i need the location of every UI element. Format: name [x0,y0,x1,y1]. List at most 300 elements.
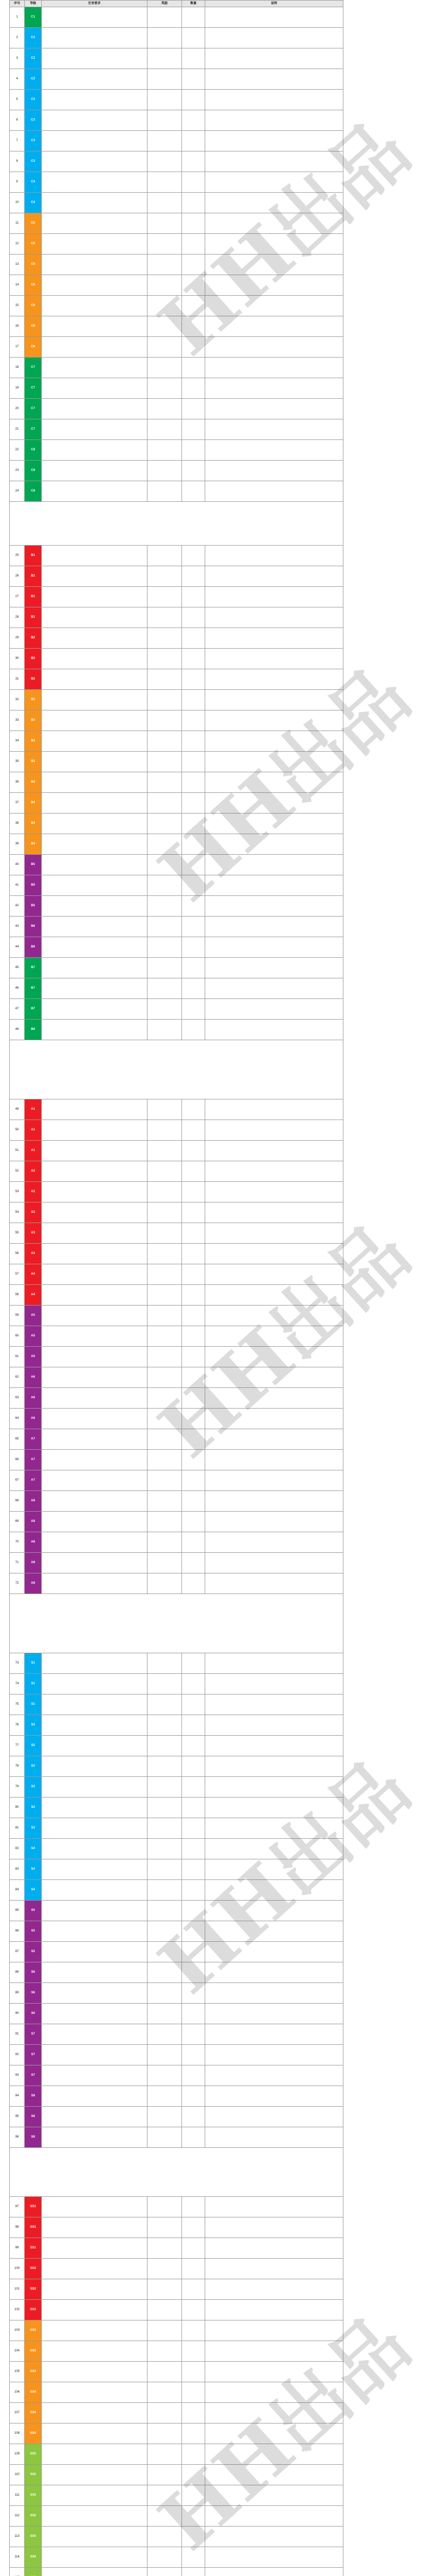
count-cell [182,151,205,172]
requirement-cell [42,419,147,440]
requirement-cell [42,2465,147,2485]
requirement-cell [42,1141,147,1161]
row-number: 10 [10,193,25,213]
note-cell [205,649,343,669]
table-row [10,1983,343,2004]
level-cell: C4 [25,172,42,193]
reward-cell [147,1120,182,1141]
note-cell [205,110,343,131]
reward-cell [147,2127,182,2148]
requirement-cell [42,1429,147,1450]
note-cell [205,1244,343,1264]
count-cell [182,1409,205,1429]
requirement-cell [42,48,147,69]
row-number: 43 [10,917,25,937]
note-cell [205,669,343,690]
count-cell [182,481,205,502]
row-number: 69 [10,1512,25,1532]
requirement-cell [42,2424,147,2444]
count-cell [182,2024,205,2045]
table-row [10,1756,343,1777]
level-cell: SS4 [25,2424,42,2444]
reward-cell [147,1798,182,1818]
table-row [10,2506,343,2527]
requirement-cell [42,2362,147,2382]
requirement-cell [42,110,147,131]
reward-cell [147,419,182,440]
reward-cell [147,2424,182,2444]
level-cell: B1 [25,566,42,587]
count-cell [182,1326,205,1347]
reward-cell [147,1512,182,1532]
reward-cell [147,1326,182,1347]
level-cell: S4 [25,1859,42,1880]
level-cell: A7 [25,1450,42,1470]
level-cell: SS5 [25,2485,42,2506]
row-number: 83 [10,1859,25,1880]
requirement-cell [42,587,147,607]
row-number: 114 [10,2547,25,2568]
table-row [10,1880,343,1901]
header-requirement: 任务要求 [42,1,147,7]
reward-cell [147,7,182,28]
level-cell: S5 [25,1901,42,1921]
reward-cell [147,1694,182,1715]
note-cell [205,2217,343,2238]
table-row [10,2362,343,2382]
requirement-cell [42,772,147,793]
row-number: 15 [10,296,25,316]
reward-cell [147,1429,182,1450]
section-gap-cell [10,1594,343,1653]
note-cell [205,419,343,440]
count-cell [182,172,205,193]
note-cell [205,1306,343,1326]
level-cell: SS1 [25,2197,42,2217]
note-cell [205,1182,343,1202]
requirement-cell [42,131,147,151]
row-number: 47 [10,999,25,1020]
level-cell: B2 [25,649,42,669]
note-cell [205,234,343,255]
level-cell: C3 [25,110,42,131]
reward-cell [147,2568,182,2576]
level-cell: C8 [25,440,42,461]
table-row [10,1694,343,1715]
row-number: 8 [10,151,25,172]
requirement-cell [42,628,147,649]
row-number: 33 [10,710,25,731]
level-cell: C6 [25,316,42,337]
table-row [10,1264,343,1285]
table-row [10,2127,343,2148]
reward-cell [147,69,182,90]
note-cell [205,1653,343,1674]
requirement-cell [42,275,147,296]
table-row [10,2259,343,2279]
note-cell [205,793,343,814]
row-number: 27 [10,587,25,607]
reward-cell [147,2004,182,2024]
requirement-cell [42,1347,147,1367]
table-row [10,2238,343,2259]
table-row [10,234,343,255]
note-cell [205,2107,343,2127]
count-cell [182,2217,205,2238]
table-row [10,1512,343,1532]
row-number: 96 [10,2127,25,2148]
requirement-cell [42,1512,147,1532]
count-cell [182,1694,205,1715]
table-row [10,793,343,814]
requirement-cell [42,481,147,502]
note-cell [205,2300,343,2320]
table-row [10,814,343,834]
level-cell: C3 [25,131,42,151]
reward-cell [147,358,182,378]
count-cell [182,2403,205,2424]
count-cell [182,1388,205,1409]
level-cell: SS2 [25,2259,42,2279]
note-cell [205,937,343,958]
table-row [10,2300,343,2320]
requirement-cell [42,958,147,978]
row-number: 88 [10,1962,25,1983]
level-cell: B7 [25,999,42,1020]
note-cell [205,1285,343,1306]
level-cell: B4 [25,834,42,855]
level-cell: A3 [25,1223,42,1244]
level-cell: C6 [25,296,42,316]
count-cell [182,1839,205,1859]
requirement-cell [42,1285,147,1306]
level-cell: S6 [25,2004,42,2024]
level-cell: S3 [25,1798,42,1818]
header-row [10,1,343,7]
note-cell [205,1798,343,1818]
count-cell [182,1182,205,1202]
count-cell [182,1264,205,1285]
requirement-cell [42,2259,147,2279]
table-row [10,546,343,566]
note-cell [205,2424,343,2444]
row-number: 32 [10,690,25,710]
level-cell: C5 [25,234,42,255]
table-row [10,1553,343,1573]
count-cell [182,1512,205,1532]
requirement-cell [42,1326,147,1347]
reward-cell [147,1839,182,1859]
requirement-cell [42,151,147,172]
row-number: 102 [10,2300,25,2320]
note-cell [205,296,343,316]
requirement-cell [42,1099,147,1120]
requirement-cell [42,1653,147,1674]
count-cell [182,7,205,28]
requirement-cell [42,607,147,628]
level-cell: S4 [25,1880,42,1901]
table-row [10,90,343,110]
table-row [10,440,343,461]
row-number: 54 [10,1202,25,1223]
level-cell: A8 [25,1532,42,1553]
reward-cell [147,1983,182,2004]
note-cell [205,607,343,628]
level-cell: SS6 [25,2527,42,2547]
row-number: 93 [10,2065,25,2086]
level-cell: S1 [25,1694,42,1715]
table-row [10,1306,343,1326]
requirement-cell [42,440,147,461]
table-row [10,752,343,772]
count-cell [182,2197,205,2217]
count-cell [182,1141,205,1161]
row-number: 52 [10,1161,25,1182]
count-cell [182,1859,205,1880]
note-cell [205,7,343,28]
table-row [10,669,343,690]
count-cell [182,2107,205,2127]
table-row [10,2045,343,2065]
row-number: 41 [10,875,25,896]
requirement-cell [42,2506,147,2527]
note-cell [205,48,343,69]
level-cell: A1 [25,1099,42,1120]
requirement-cell [42,2004,147,2024]
count-cell [182,2238,205,2259]
level-cell: B1 [25,607,42,628]
requirement-cell [42,1694,147,1715]
row-number: 46 [10,978,25,999]
row-number: 42 [10,896,25,917]
count-cell [182,1161,205,1182]
table-row [10,255,343,275]
level-cell: B3 [25,690,42,710]
count-cell [182,419,205,440]
level-cell: B7 [25,958,42,978]
reward-cell [147,566,182,587]
requirement-cell [42,1798,147,1818]
count-cell [182,978,205,999]
requirement-cell [42,1532,147,1553]
reward-cell [147,1818,182,1839]
level-cell: B5 [25,855,42,875]
level-cell: SS5 [25,2465,42,2485]
level-cell: C7 [25,358,42,378]
note-cell [205,1161,343,1182]
level-cell: A3 [25,1244,42,1264]
reward-cell [147,669,182,690]
reward-cell [147,1285,182,1306]
level-cell: A6 [25,1388,42,1409]
row-number: 55 [10,1223,25,1244]
note-cell [205,1942,343,1962]
table-row [10,2107,343,2127]
reward-cell [147,1099,182,1120]
requirement-cell [42,2238,147,2259]
table-row [10,1450,343,1470]
reward-cell [147,316,182,337]
level-cell: C2 [25,48,42,69]
row-number: 97 [10,2197,25,2217]
note-cell [205,2382,343,2403]
level-cell: A4 [25,1285,42,1306]
table-row [10,48,343,69]
note-cell [205,378,343,399]
count-cell [182,378,205,399]
count-cell [182,2527,205,2547]
count-cell [182,1756,205,1777]
count-cell [182,1818,205,1839]
row-number: 105 [10,2362,25,2382]
row-number: 85 [10,1901,25,1921]
requirement-cell [42,2197,147,2217]
level-cell: S4 [25,1839,42,1859]
note-cell [205,2004,343,2024]
requirement-cell [42,461,147,481]
reward-cell [147,1306,182,1326]
note-cell [205,2527,343,2547]
reward-cell [147,2465,182,2485]
reward-cell [147,461,182,481]
count-cell [182,1367,205,1388]
row-number: 100 [10,2259,25,2279]
table-row [10,7,343,28]
requirement-cell [42,1859,147,1880]
reward-cell [147,1880,182,1901]
section-gap [10,1594,343,1653]
table-row [10,2403,343,2424]
note-cell [205,2024,343,2045]
reward-cell [147,875,182,896]
reward-cell [147,772,182,793]
reward-cell [147,1409,182,1429]
table-row [10,2547,343,2568]
level-cell: C6 [25,275,42,296]
table-row [10,1099,343,1120]
count-cell [182,2362,205,2382]
reward-cell [147,2382,182,2403]
reward-cell [147,546,182,566]
count-cell [182,1202,205,1223]
requirement-cell [42,1674,147,1694]
count-cell [182,1470,205,1491]
count-cell [182,2465,205,2485]
note-cell [205,1223,343,1244]
level-cell: C6 [25,337,42,358]
section-gap-cell [10,502,343,546]
row-number: 98 [10,2217,25,2238]
requirement-cell [42,1818,147,1839]
section-gap [10,1040,343,1099]
requirement-cell [42,1901,147,1921]
requirement-cell [42,649,147,669]
requirement-cell [42,2279,147,2300]
level-cell: S6 [25,1962,42,1983]
count-cell [182,90,205,110]
note-cell [205,1674,343,1694]
reward-cell [147,2547,182,2568]
level-cell: S7 [25,2024,42,2045]
row-number: 99 [10,2238,25,2259]
reward-cell [147,958,182,978]
row-number: 65 [10,1429,25,1450]
count-cell [182,607,205,628]
note-cell [205,1491,343,1512]
requirement-cell [42,213,147,234]
row-number: 4 [10,69,25,90]
requirement-cell [42,1756,147,1777]
count-cell [182,2065,205,2086]
watermark: HH出品 [142,1207,427,1476]
count-cell [182,1450,205,1470]
note-cell [205,1020,343,1040]
note-cell [205,1429,343,1450]
table-row [10,2382,343,2403]
reward-cell [147,234,182,255]
reward-cell [147,793,182,814]
requirement-cell [42,669,147,690]
reward-cell [147,481,182,502]
level-cell: S2 [25,1736,42,1756]
count-cell [182,731,205,752]
level-cell: B4 [25,814,42,834]
count-cell [182,1653,205,1674]
level-cell: A7 [25,1429,42,1450]
table-row [10,1326,343,1347]
requirement-cell [42,1880,147,1901]
reward-cell [147,172,182,193]
level-cell: B4 [25,793,42,814]
level-cell: C8 [25,481,42,502]
reward-cell [147,2217,182,2238]
table-row [10,1141,343,1161]
row-number: 13 [10,255,25,275]
row-number: 2 [10,28,25,48]
table-row [10,1921,343,1942]
reward-cell [147,2024,182,2045]
table-row [10,2527,343,2547]
count-cell [182,772,205,793]
count-cell [182,2004,205,2024]
row-number: 61 [10,1347,25,1367]
watermark: HH出品 [142,1742,427,2011]
reward-cell [147,1674,182,1694]
table-row [10,710,343,731]
reward-cell [147,2444,182,2465]
note-cell [205,875,343,896]
level-cell: C5 [25,213,42,234]
note-cell [205,1264,343,1285]
note-cell [205,917,343,937]
row-number: 76 [10,1715,25,1736]
note-cell [205,255,343,275]
count-cell [182,2341,205,2362]
requirement-cell [42,1553,147,1573]
note-cell [205,2403,343,2424]
note-cell [205,2341,343,2362]
table-row [10,2065,343,2086]
row-number: 77 [10,1736,25,1756]
count-cell [182,337,205,358]
reward-cell [147,1573,182,1594]
table-row [10,1491,343,1512]
requirement-cell [42,2403,147,2424]
level-cell: A8 [25,1573,42,1594]
level-cell: S7 [25,2045,42,2065]
requirement-cell [42,2107,147,2127]
table-row [10,1429,343,1450]
